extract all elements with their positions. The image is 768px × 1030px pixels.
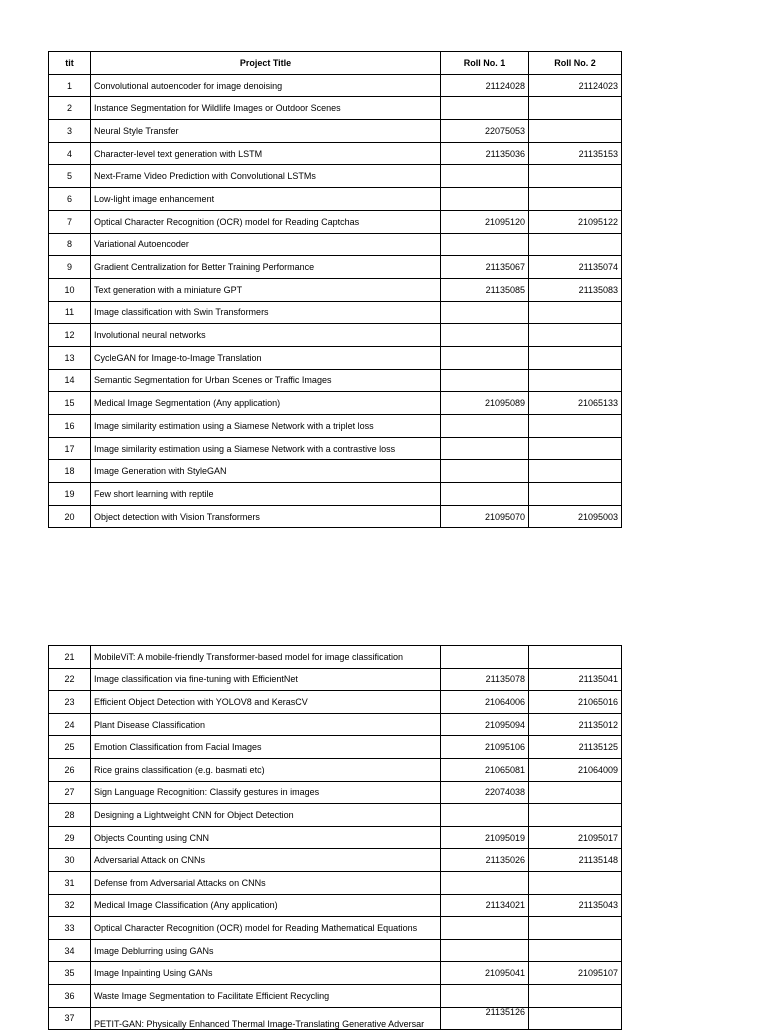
roll-no-2: 21135153 bbox=[529, 142, 622, 165]
roll-no-2: 21065133 bbox=[529, 392, 622, 415]
roll-no-2 bbox=[529, 939, 622, 962]
project-number: 6 bbox=[49, 188, 91, 211]
roll-no-1 bbox=[441, 165, 529, 188]
project-title: Image similarity estimation using a Siamese Network with a contrastive loss bbox=[91, 437, 441, 460]
project-title: Low-light image enhancement bbox=[91, 188, 441, 211]
project-title: Image Deblurring using GANs bbox=[91, 939, 441, 962]
roll-no-1 bbox=[441, 804, 529, 827]
project-number: 27 bbox=[49, 781, 91, 804]
roll-no-1 bbox=[441, 939, 529, 962]
table-body bbox=[49, 74, 622, 528]
header-number: tit bbox=[49, 52, 91, 75]
project-number: 9 bbox=[49, 256, 91, 279]
table-row bbox=[49, 917, 622, 940]
table-row bbox=[49, 646, 622, 669]
table-row bbox=[49, 233, 622, 256]
project-title: Object detection with Vision Transformers bbox=[91, 505, 441, 528]
table-row bbox=[49, 713, 622, 736]
project-title: Rice grains classification (e.g. basmati etc) bbox=[91, 758, 441, 781]
table-row bbox=[49, 278, 622, 301]
project-title: Image classification via fine-tuning with EfficientNet bbox=[91, 668, 441, 691]
table-row bbox=[49, 210, 622, 233]
table-row bbox=[49, 736, 622, 759]
roll-no-1 bbox=[441, 984, 529, 1007]
roll-no-2: 21135148 bbox=[529, 849, 622, 872]
roll-no-2 bbox=[529, 97, 622, 120]
project-number: 31 bbox=[49, 871, 91, 894]
table-body bbox=[49, 646, 622, 1030]
table-row bbox=[49, 369, 622, 392]
project-table-1 bbox=[48, 51, 622, 528]
header-project-title: Project Title bbox=[91, 52, 441, 75]
project-number: 3 bbox=[49, 120, 91, 143]
project-title: Defense from Adversarial Attacks on CNNs bbox=[91, 871, 441, 894]
table-row bbox=[49, 871, 622, 894]
roll-no-2: 21135043 bbox=[529, 894, 622, 917]
roll-no-2 bbox=[529, 415, 622, 438]
table-row bbox=[49, 849, 622, 872]
roll-no-2 bbox=[529, 781, 622, 804]
project-title: Optical Character Recognition (OCR) model for Reading Mathematical Equations bbox=[91, 917, 441, 940]
roll-no-2: 21135125 bbox=[529, 736, 622, 759]
roll-no-1: 21095019 bbox=[441, 826, 529, 849]
project-title: Plant Disease Classification bbox=[91, 713, 441, 736]
project-title: Instance Segmentation for Wildlife Images or Outdoor Scenes bbox=[91, 97, 441, 120]
roll-no-1 bbox=[441, 415, 529, 438]
roll-no-2 bbox=[529, 369, 622, 392]
roll-no-2: 21135012 bbox=[529, 713, 622, 736]
project-title: Efficient Object Detection with YOLOV8 and KerasCV bbox=[91, 691, 441, 714]
project-title: Neural Style Transfer bbox=[91, 120, 441, 143]
project-title: Text generation with a miniature GPT bbox=[91, 278, 441, 301]
table-row bbox=[49, 324, 622, 347]
project-title: Medical Image Segmentation (Any application) bbox=[91, 392, 441, 415]
project-title: Objects Counting using CNN bbox=[91, 826, 441, 849]
roll-no-2 bbox=[529, 233, 622, 256]
roll-no-2 bbox=[529, 871, 622, 894]
roll-no-1: 21135078 bbox=[441, 668, 529, 691]
project-number: 17 bbox=[49, 437, 91, 460]
table-row bbox=[49, 437, 622, 460]
project-number: 4 bbox=[49, 142, 91, 165]
roll-no-1 bbox=[441, 301, 529, 324]
roll-no-2: 21095107 bbox=[529, 962, 622, 985]
table-row bbox=[49, 894, 622, 917]
roll-no-1: 21095089 bbox=[441, 392, 529, 415]
project-number: 13 bbox=[49, 346, 91, 369]
table-row bbox=[49, 505, 622, 528]
roll-no-1: 21095106 bbox=[441, 736, 529, 759]
roll-no-2 bbox=[529, 804, 622, 827]
table-row bbox=[49, 984, 622, 1007]
project-title: Character-level text generation with LSTM bbox=[91, 142, 441, 165]
project-number: 5 bbox=[49, 165, 91, 188]
project-title: Image Inpainting Using GANs bbox=[91, 962, 441, 985]
roll-no-1 bbox=[441, 369, 529, 392]
project-title: Gradient Centralization for Better Training Performance bbox=[91, 256, 441, 279]
roll-no-2: 21064009 bbox=[529, 758, 622, 781]
project-number: 35 bbox=[49, 962, 91, 985]
project-title: Convolutional autoencoder for image denoising bbox=[91, 74, 441, 97]
roll-no-2 bbox=[529, 460, 622, 483]
project-number: 34 bbox=[49, 939, 91, 962]
project-number: 16 bbox=[49, 415, 91, 438]
roll-no-2: 21135041 bbox=[529, 668, 622, 691]
project-title: Involutional neural networks bbox=[91, 324, 441, 347]
project-title: Image Generation with StyleGAN bbox=[91, 460, 441, 483]
roll-no-2 bbox=[529, 483, 622, 506]
roll-no-1: 21095041 bbox=[441, 962, 529, 985]
table-row bbox=[49, 392, 622, 415]
project-title: Medical Image Classification (Any application) bbox=[91, 894, 441, 917]
table-row bbox=[49, 188, 622, 211]
table-row bbox=[49, 256, 622, 279]
roll-no-1 bbox=[441, 97, 529, 120]
project-title: Adversarial Attack on CNNs bbox=[91, 849, 441, 872]
project-title: Waste Image Segmentation to Facilitate Efficient Recycling bbox=[91, 984, 441, 1007]
roll-no-1 bbox=[441, 917, 529, 940]
table-row bbox=[49, 142, 622, 165]
roll-no-1: 21135036 bbox=[441, 142, 529, 165]
roll-no-2 bbox=[529, 165, 622, 188]
table-row bbox=[49, 691, 622, 714]
project-title: Designing a Lightweight CNN for Object Detection bbox=[91, 804, 441, 827]
project-number: 32 bbox=[49, 894, 91, 917]
table-row bbox=[49, 346, 622, 369]
roll-no-2 bbox=[529, 437, 622, 460]
roll-no-1: 21124028 bbox=[441, 74, 529, 97]
roll-no-1 bbox=[441, 646, 529, 669]
header-row bbox=[49, 52, 622, 75]
table-row bbox=[49, 962, 622, 985]
roll-no-2 bbox=[529, 646, 622, 669]
project-number: 22 bbox=[49, 668, 91, 691]
roll-no-2 bbox=[529, 120, 622, 143]
project-title: PETIT-GAN: Physically Enhanced Thermal Image-Translating Generative Adversar bbox=[91, 1007, 441, 1030]
project-title: CycleGAN for Image-to-Image Translation bbox=[91, 346, 441, 369]
project-number: 21 bbox=[49, 646, 91, 669]
table-row bbox=[49, 804, 622, 827]
project-title: Sign Language Recognition: Classify gestures in images bbox=[91, 781, 441, 804]
table-row bbox=[49, 301, 622, 324]
project-number: 10 bbox=[49, 278, 91, 301]
roll-no-1 bbox=[441, 437, 529, 460]
project-title: Semantic Segmentation for Urban Scenes or Traffic Images bbox=[91, 369, 441, 392]
roll-no-2: 21135083 bbox=[529, 278, 622, 301]
project-title: Image similarity estimation using a Siamese Network with a triplet loss bbox=[91, 415, 441, 438]
project-number: 12 bbox=[49, 324, 91, 347]
roll-no-2 bbox=[529, 346, 622, 369]
project-number: 36 bbox=[49, 984, 91, 1007]
project-number: 15 bbox=[49, 392, 91, 415]
project-number: 37 bbox=[49, 1007, 91, 1030]
roll-no-1: 21135067 bbox=[441, 256, 529, 279]
roll-no-1 bbox=[441, 188, 529, 211]
roll-no-2 bbox=[529, 301, 622, 324]
project-number: 24 bbox=[49, 713, 91, 736]
roll-no-1: 22074038 bbox=[441, 781, 529, 804]
roll-no-1: 21095120 bbox=[441, 210, 529, 233]
roll-no-1: 21095070 bbox=[441, 505, 529, 528]
project-number: 30 bbox=[49, 849, 91, 872]
roll-no-2: 21095003 bbox=[529, 505, 622, 528]
roll-no-1 bbox=[441, 346, 529, 369]
table-row bbox=[49, 781, 622, 804]
project-number: 25 bbox=[49, 736, 91, 759]
roll-no-1: 21134021 bbox=[441, 894, 529, 917]
roll-no-1: 21135026 bbox=[441, 849, 529, 872]
roll-no-2 bbox=[529, 188, 622, 211]
table-row bbox=[49, 939, 622, 962]
project-number: 7 bbox=[49, 210, 91, 233]
project-number: 2 bbox=[49, 97, 91, 120]
project-number: 8 bbox=[49, 233, 91, 256]
table-row bbox=[49, 97, 622, 120]
roll-no-2 bbox=[529, 324, 622, 347]
project-title: Image classification with Swin Transformers bbox=[91, 301, 441, 324]
roll-no-2: 21124023 bbox=[529, 74, 622, 97]
roll-no-1: 21135126 bbox=[441, 1007, 529, 1030]
roll-no-1: 21095094 bbox=[441, 713, 529, 736]
project-title: Emotion Classification from Facial Images bbox=[91, 736, 441, 759]
roll-no-2 bbox=[529, 1007, 622, 1030]
table-row bbox=[49, 74, 622, 97]
roll-no-1 bbox=[441, 324, 529, 347]
roll-no-1: 21064006 bbox=[441, 691, 529, 714]
roll-no-2: 21065016 bbox=[529, 691, 622, 714]
header-roll-no-2: Roll No. 2 bbox=[529, 52, 622, 75]
roll-no-2 bbox=[529, 917, 622, 940]
table-row bbox=[49, 826, 622, 849]
project-number: 14 bbox=[49, 369, 91, 392]
roll-no-1: 22075053 bbox=[441, 120, 529, 143]
project-number: 18 bbox=[49, 460, 91, 483]
table-row bbox=[49, 165, 622, 188]
roll-no-1 bbox=[441, 483, 529, 506]
project-number: 26 bbox=[49, 758, 91, 781]
project-title: Optical Character Recognition (OCR) model for Reading Captchas bbox=[91, 210, 441, 233]
project-number: 33 bbox=[49, 917, 91, 940]
project-table-2 bbox=[48, 645, 622, 1030]
roll-no-2: 21135074 bbox=[529, 256, 622, 279]
project-number: 28 bbox=[49, 804, 91, 827]
project-number: 11 bbox=[49, 301, 91, 324]
project-title: Next-Frame Video Prediction with Convolutional LSTMs bbox=[91, 165, 441, 188]
project-number: 23 bbox=[49, 691, 91, 714]
roll-no-2: 21095017 bbox=[529, 826, 622, 849]
table-row bbox=[49, 415, 622, 438]
table-row bbox=[49, 483, 622, 506]
roll-no-1 bbox=[441, 871, 529, 894]
roll-no-2 bbox=[529, 984, 622, 1007]
project-title: Few short learning with reptile bbox=[91, 483, 441, 506]
table-row bbox=[49, 1007, 622, 1030]
table-row bbox=[49, 668, 622, 691]
roll-no-1 bbox=[441, 460, 529, 483]
roll-no-1 bbox=[441, 233, 529, 256]
table-row bbox=[49, 460, 622, 483]
project-number: 29 bbox=[49, 826, 91, 849]
project-number: 19 bbox=[49, 483, 91, 506]
project-number: 1 bbox=[49, 74, 91, 97]
roll-no-2: 21095122 bbox=[529, 210, 622, 233]
project-title: Variational Autoencoder bbox=[91, 233, 441, 256]
table-row bbox=[49, 120, 622, 143]
table-row bbox=[49, 758, 622, 781]
header-roll-no-1: Roll No. 1 bbox=[441, 52, 529, 75]
roll-no-1: 21135085 bbox=[441, 278, 529, 301]
roll-no-1: 21065081 bbox=[441, 758, 529, 781]
project-number: 20 bbox=[49, 505, 91, 528]
project-title: MobileViT: A mobile-friendly Transformer-based model for image classification bbox=[91, 646, 441, 669]
